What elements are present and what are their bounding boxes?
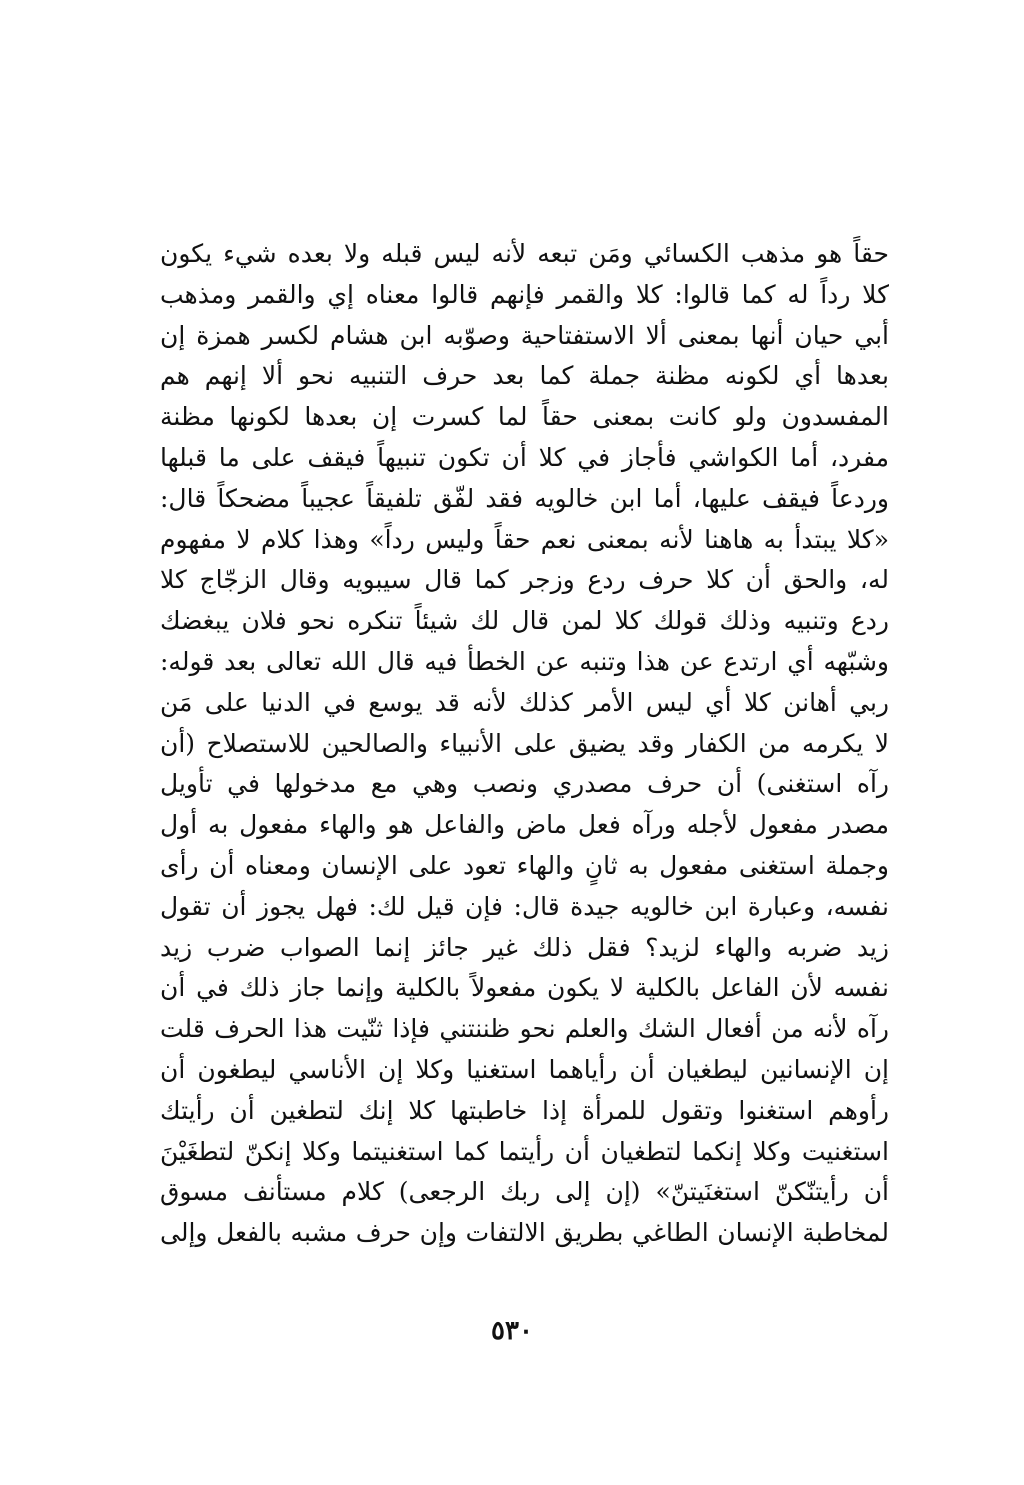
text-line: زيد ضربه والهاء لزيد؟ فقل ذلك غير جائز إنما الصواب ضرب زيد (160, 932, 889, 962)
text-line: حقاً هو مذهب الكسائي ومَن تبعه لأنه ليس قبله ولا بعده شيء يكون (160, 239, 889, 268)
text-line: نفسه، وعبارة ابن خالويه جيدة قال: فإن قيل لك: فهل يجوز أن تقول (160, 891, 889, 921)
text-line: إن الإنسانين ليطغيان أن رأياهما استغنيا وكلا إن الأناسي ليطغون أن (160, 1054, 889, 1084)
text-line: بعدها أي لكونه مظنة جملة كما بعد حرف التنبيه نحو ألا إنهم هم (160, 361, 889, 391)
text-line: وشبّهه أي ارتدع عن هذا وتنبه عن الخطأ فيه قال الله تعالى بعد قوله: (160, 646, 889, 676)
text-line: رآه استغنى) أن حرف مصدري ونصب وهي مع مدخولها في تأويل (160, 769, 889, 799)
text-line: ربي أهانن كلا أي ليس الأمر كذلك لأنه قد يوسع في الدنيا على مَن (160, 687, 889, 717)
text-line: مفرد، أما الكواشي فأجاز في كلا أن تكون تنبيهاً فيقف على ما قبلها (160, 442, 889, 472)
text-line: وجملة استغنى مفعول به ثانٍ والهاء تعود على الإنسان ومعناه أن رأى (160, 850, 889, 880)
text-line: نفسه لأن الفاعل بالكلية لا يكون مفعولاً بالكلية وإنما جاز ذلك في أن (160, 973, 889, 1003)
text-line: وردعاً فيقف عليها، أما ابن خالويه فقد لفّق تلفيقاً عجيباً مضحكاً قال: (160, 483, 889, 513)
text-line: كلا رداً له كما قالوا: كلا والقمر فإنهم قالوا معناه إي والقمر ومذهب (160, 279, 889, 309)
text-line: رآه لأنه من أفعال الشك والعلم نحو ظننتني فإذا ثنّيت هذا الحرف قلت (160, 1014, 889, 1044)
page-number: ٥٣٠ (491, 1316, 533, 1346)
text-line: استغنيت وكلا إنكما لتطغيان أن رأيتما كما استغنيتما وكلا إنكنّ لتطغَيْنَ (160, 1136, 889, 1166)
text-line: «كلا يبتدأ به هاهنا لأنه بمعنى نعم حقاً وليس رداً» وهذا كلام لا مفهوم (160, 524, 889, 554)
body-text (160, 234, 889, 1254)
text-line: أن رأيتنّكنّ استغنَيتنّ» (إن إلى ربك الرجعى) كلام مستأنف مسوق (160, 1177, 889, 1207)
text-line: ردع وتنبيه وذلك قولك كلا لمن قال لك شيئاً تنكره نحو فلان يبغضك (160, 606, 889, 636)
text-line: رأوهم استغنوا وتقول للمرأة إذا خاطبتها كلا إنك لتطغين أن رأيتك (160, 1095, 889, 1125)
text-line: أبي حيان أنها بمعنى ألا الاستفتاحية وصوّبه ابن هشام لكسر همزة إن (160, 320, 889, 350)
text-line: المفسدون ولو كانت بمعنى حقاً لما كسرت إن بعدها لكونها مظنة (160, 402, 889, 432)
text-line: لا يكرمه من الكفار وقد يضيق على الأنبياء والصالحين للاستصلاح (أن (160, 728, 889, 758)
text-line: له، والحق أن كلا حرف ردع وزجر كما قال سيبويه وقال الزجّاج كلا (160, 565, 889, 595)
text-line: لمخاطبة الإنسان الطاغي بطريق الالتفات وإن حرف مشبه بالفعل وإلى (160, 1218, 889, 1248)
text-line: مصدر مفعول لأجله ورآه فعل ماض والفاعل هو والهاء مفعول به أول (160, 810, 889, 840)
